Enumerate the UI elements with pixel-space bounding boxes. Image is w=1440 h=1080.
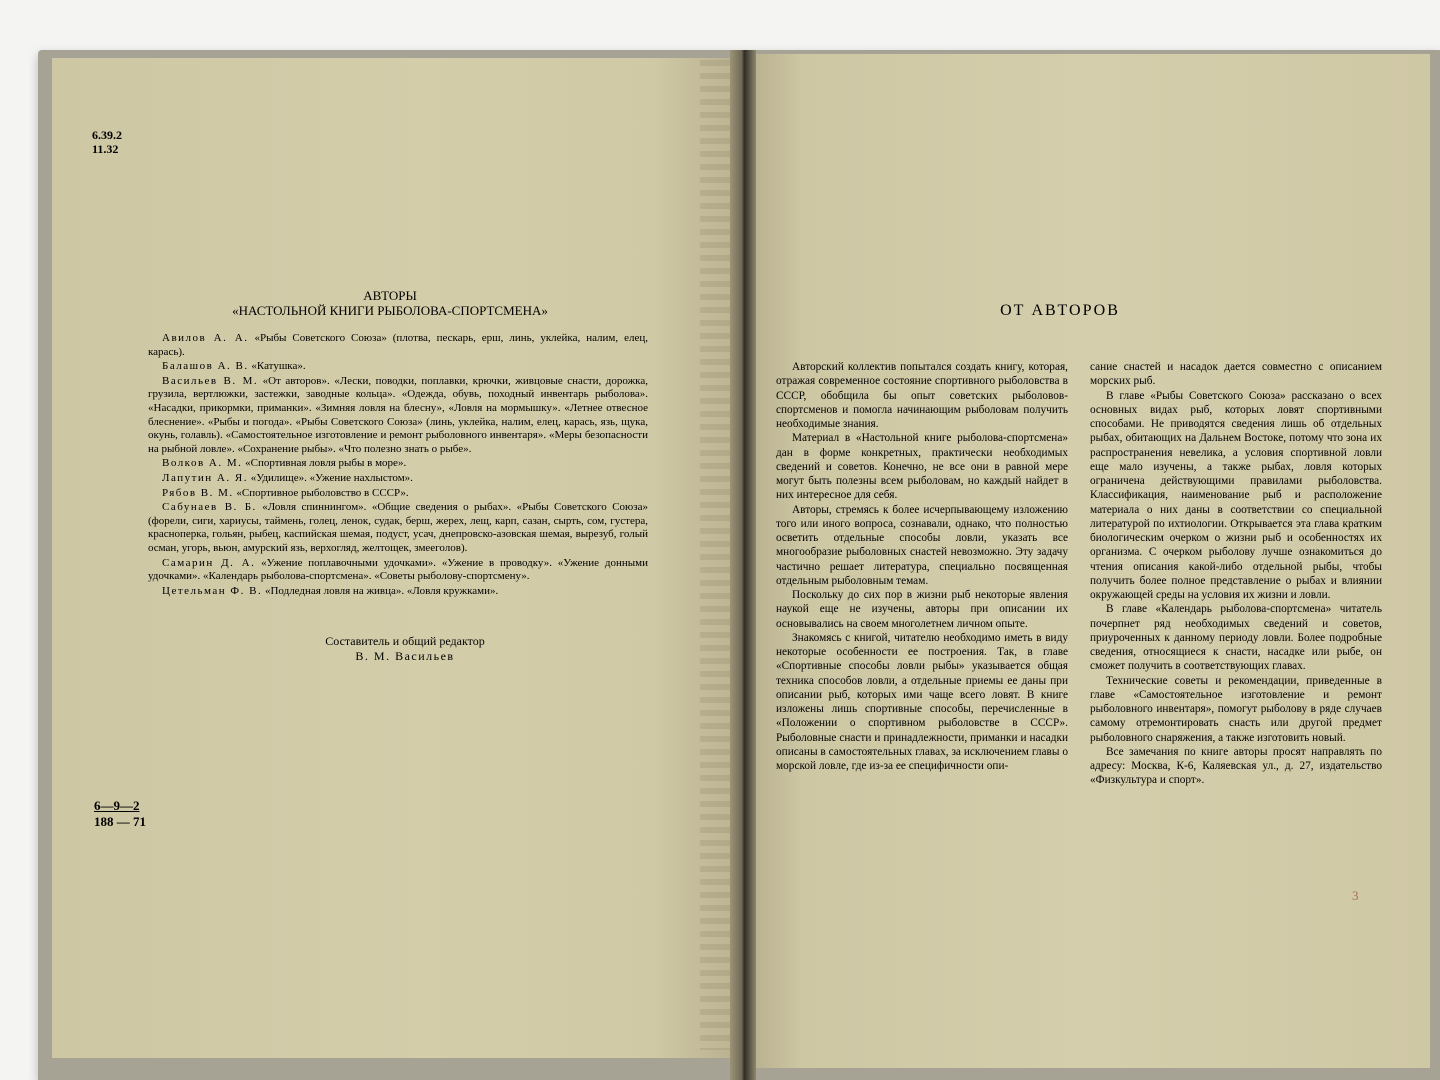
author-entry: [148, 375, 648, 457]
book-spine-gutter: [730, 50, 756, 1080]
paragraph: сание снастей и насадок дается совместно с описанием морских рыб.: [1090, 361, 1382, 388]
authors-heading: [200, 288, 580, 318]
paragraph: Поскольку до сих пор в жизни рыб некоторые явления наукой еще не изучены, авторы при описании их основывались на своем многолетнем личном опыте.: [776, 589, 1068, 630]
author-entry: [148, 360, 648, 374]
author-entry: [148, 472, 648, 486]
author-entry: [148, 585, 648, 599]
author-chapters: «Удилище». «Ужение нахлыстом».: [247, 471, 413, 484]
paragraph: Материал в «Настольной книге рыболова-спортсмена» дан в форме конкретных, практически необходимых сведений и советов. Конечно, не все они в равной мере могут быть полезны всем рыболовам, но каждый найдет в них интересное для себя.: [776, 432, 1068, 502]
paragraph: Авторский коллектив попытался создать книгу, которая, отражая современное состояние спортивного рыболовства в СССР, обобщила бы опыт советских рыболовов-спортсменов и помогла начинающим рыболовам получить необходимые знания.: [776, 361, 1068, 430]
author-chapters: «Катушка».: [248, 360, 306, 373]
author-entry: [148, 501, 648, 555]
author-chapters: «От авторов». «Лески, поводки, поплавки, крючки, живцовые снасти, дорожка, грузила, вертлюжки, застежки, заводные кольца». «Одежда, обувь, походный инвентарь рыболова». «Насадки, прикормки, приманки». «Зимняя ловля на блесну», «Ловля на мормышку». «Летнее отвесное блеснение». «Рыбы и погода». «Рыбы Советского Союза» (линь, уклейка, налим, елец, карась, язь, щука, окунь, голавль). «Самостоятельное изготовление и ремонт рыболовного инвентаря». «Меры безопасности на рыбной ловле». «Сохранение рыбы». «Что полезно знать о рыбе».: [148, 374, 648, 455]
author-chapters: «Подледная ловля на живца». «Ловля кружками».: [262, 584, 499, 597]
editor-credit: [260, 634, 550, 664]
author-entry: [148, 487, 648, 501]
author-name: Рябов В. М.: [162, 486, 234, 499]
author-name: Сабунаев В. Б.: [162, 501, 257, 514]
author-name: Лапутин А. Я.: [162, 471, 248, 484]
text-column-right: [1090, 360, 1382, 788]
text-column-left: [776, 360, 1068, 773]
code-line: 11.32: [92, 142, 119, 156]
author-name: Цетельман Ф. В.: [162, 584, 263, 597]
author-chapters: «Ужение поплавочными удочками». «Ужение в проводку». «Ужение донными удочками». «Календарь рыболова-спортсмена». «Советы рыболову-спортсмену».: [148, 556, 648, 583]
classification-codes-bottom: [94, 798, 146, 830]
author-chapters: «Спортивная ловля рыбы в море».: [242, 457, 407, 470]
author-chapters: «Спортивное рыболовство в СССР».: [233, 486, 409, 499]
editor-name: В. М. Васильев: [355, 649, 455, 663]
paragraph: Технические советы и рекомендации, приведенные в главе «Самостоятельное изготовление и ремонт рыболовного инвентаря», помогут рыболову в ряде случаев самому отремонтировать снасть или другой предмет рыболовного снаряжения, а также изготовить новый.: [1090, 674, 1382, 744]
author-name: Самарин Д. А.: [162, 556, 256, 569]
editor-caption: Составитель и общий редактор: [325, 634, 485, 648]
authors-heading-line: «НАСТОЛЬНОЙ КНИГИ РЫБОЛОВА-СПОРТСМЕНА»: [232, 303, 548, 318]
author-name: Волков А. М.: [162, 457, 243, 470]
paragraph: В главе «Календарь рыболова-спортсмена» читатель почерпнет ряд необходимых сведений и советов, приуроченных к данному периоду ловли. Более подробные сведения, относящиеся к снасти, насадке или рыбе, он сможет получить в соответствующих главах.: [1090, 603, 1382, 673]
chapter-title: ОТ АВТОРОВ: [1000, 302, 1120, 319]
code-line: 188 — 71: [94, 814, 146, 829]
paragraph: В главе «Рыбы Советского Союза» рассказано о всех основных видах рыб, которых ловят спортивными способами. Не приводятся сведения лишь об отдельных рыбах, обитающих на Дальнем Востоке, потому что зона их распространения невелика, а условия спортивной ловли еще мало изучены, а также рыбах, ловля которых ограничена действующими правилами рыболовства. Классификация, наименование рыб и расположение материала о них даны в соответствии со специальной литературой по ихтиологии. Открывается эта глава кратким биологическим очерком о жизни рыб и особенностях их организма. С очерком рыболову лучше ознакомиться до чтения описания какой-либо отдельной рыбы, чтобы получить более полное представление о рыбах и влиянии окружающей среды на условия их жизни и ловли.: [1090, 389, 1382, 601]
authors-list: [148, 332, 648, 599]
classification-codes-top: [92, 128, 122, 156]
authors-heading-line: АВТОРЫ: [363, 288, 417, 303]
author-name: Балашов А. В.: [162, 360, 249, 373]
author-name: Васильев В. М.: [162, 374, 259, 387]
code-line: 6.39.2: [92, 128, 122, 142]
author-entry: [148, 332, 648, 359]
paragraph: Авторы, стремясь к более исчерпывающему изложению того или иного вопроса, сознавали, однако, что полностью осветить отдельные способы ловли, указать все многообразие рыболовных снастей невозможно. Эту задачу частично решает литература, специально посвященная отдельным рыболовным темам.: [776, 503, 1068, 587]
author-chapters: «Ловля спиннингом». «Общие сведения о рыбах». «Рыбы Советского Союза» (форели, сиги, хариусы, таймень, голец, ленок, судак, берш, жерех, лещ, карп, сазан, сырть, сом, густера, красноперка, гольян, рыбец, каспийская шемая, подуст, усач, днепровско-азовская шемая, вырезуб, голый осман, угорь, вьюн, амурский язь, верхогляд, желтощек, змееголов).: [148, 501, 648, 554]
author-name: Авилов А. А.: [162, 332, 249, 344]
author-chapters: «Рыбы Советского Союза» (плотва, пескарь, ерш, линь, уклейка, налим, елец, карась).: [148, 332, 648, 358]
author-entry: [148, 457, 648, 471]
code-line: 6—9—2: [94, 798, 140, 813]
author-entry: [148, 557, 648, 584]
paragraph: Все замечания по книге авторы просят направлять по адресу: Москва, К-6, Каляевская ул., д. 27, издательство «Физкультура и спорт».: [1090, 745, 1382, 787]
page-number: 3: [1352, 888, 1359, 903]
paragraph: Знакомясь с книгой, читателю необходимо иметь в виду некоторые особенности ее построения. Так, в главе «Спортивные способы ловли рыбы» указывается общая техника способов ловли, а отдельные приемы ее даны при описании рыб, которых ими чаще всего ловят. В книге изложены лишь спортивные способы, перечисленные в «Положении о спортивном рыболовстве в СССР». Рыболовные снасти и принадлежности, приманки и насадки описаны в самостоятельных главах, за исключением главы о морской ловле, где из-за ее специфичности опи-: [776, 631, 1068, 772]
